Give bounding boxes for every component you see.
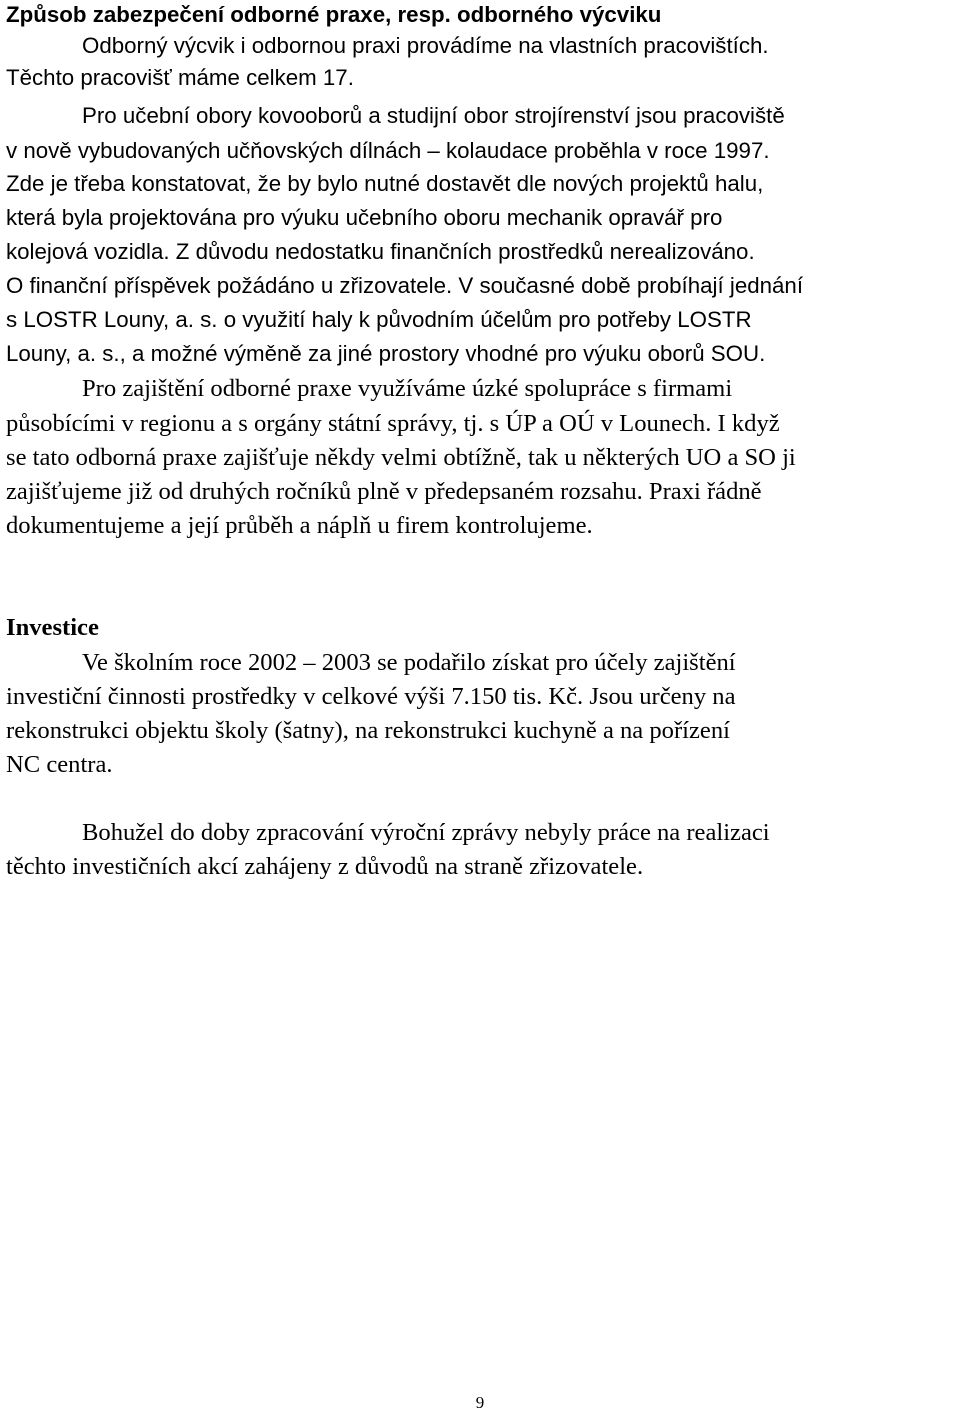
paragraph-line: v nově vybudovaných učňovských dílnách – kolaudace proběhla v roce 1997.	[6, 138, 770, 163]
paragraph-line: Pro zajištění odborné praxe využíváme úzké spolupráce s firmami	[82, 375, 733, 402]
paragraph-line: zajišťujeme již od druhých ročníků plně v předepsaném rozsahu. Praxi řádně	[6, 478, 762, 505]
paragraph-line: která byla projektována pro výuku učebního oboru mechanik opravář pro	[6, 205, 723, 230]
paragraph-line: Těchto pracovišť máme celkem 17.	[6, 65, 354, 90]
paragraph-line: investiční činnosti prostředky v celkové výši 7.150 tis. Kč. Jsou určeny na	[6, 683, 736, 710]
paragraph-line: O finanční příspěvek požádáno u zřizovatele. V současné době probíhají jednání	[6, 273, 804, 298]
paragraph-line: kolejová vozidla. Z důvodu nedostatku finančních prostředků nerealizováno.	[6, 239, 755, 264]
paragraph-line: se tato odborná praxe zajišťuje někdy velmi obtížně, tak u některých UO a SO ji	[6, 444, 796, 471]
paragraph-line: působícími v regionu a s orgány státní správy, tj. s ÚP a OÚ v Lounech. I když	[6, 410, 780, 437]
paragraph-line: Ve školním roce 2002 – 2003 se podařilo získat pro účely zajištění	[82, 649, 736, 676]
paragraph-line: rekonstrukci objektu školy (šatny), na rekonstrukci kuchyně a na pořízení	[6, 717, 730, 744]
paragraph-line: NC centra.	[6, 751, 113, 778]
paragraph-line: Odborný výcvik i odbornou praxi provádíme na vlastních pracovištích.	[82, 33, 769, 58]
paragraph-line: těchto investičních akcí zahájeny z důvodů na straně zřizovatele.	[6, 853, 644, 880]
paragraph-line: Pro učební obory kovooborů a studijní obor strojírenství jsou pracoviště	[82, 103, 785, 128]
paragraph-line: Louny, a. s., a možné výměně za jiné prostory vhodné pro výuku oborů SOU.	[6, 341, 766, 366]
section-heading-investice: Investice	[6, 614, 99, 641]
page-number: 9	[475, 1393, 485, 1412]
section-heading-practice: Způsob zabezpečení odborné praxe, resp. odborného výcviku	[6, 2, 662, 27]
paragraph-line: dokumentujeme a její průběh a náplň u firem kontrolujeme.	[6, 512, 593, 539]
paragraph-line: s LOSTR Louny, a. s. o využití haly k původním účelům pro potřeby LOSTR	[6, 307, 752, 332]
paragraph-line: Bohužel do doby zpracování výroční zprávy nebyly práce na realizaci	[82, 819, 770, 846]
paragraph-line: Zde je třeba konstatovat, že by bylo nutné dostavět dle nových projektů halu,	[6, 171, 764, 196]
